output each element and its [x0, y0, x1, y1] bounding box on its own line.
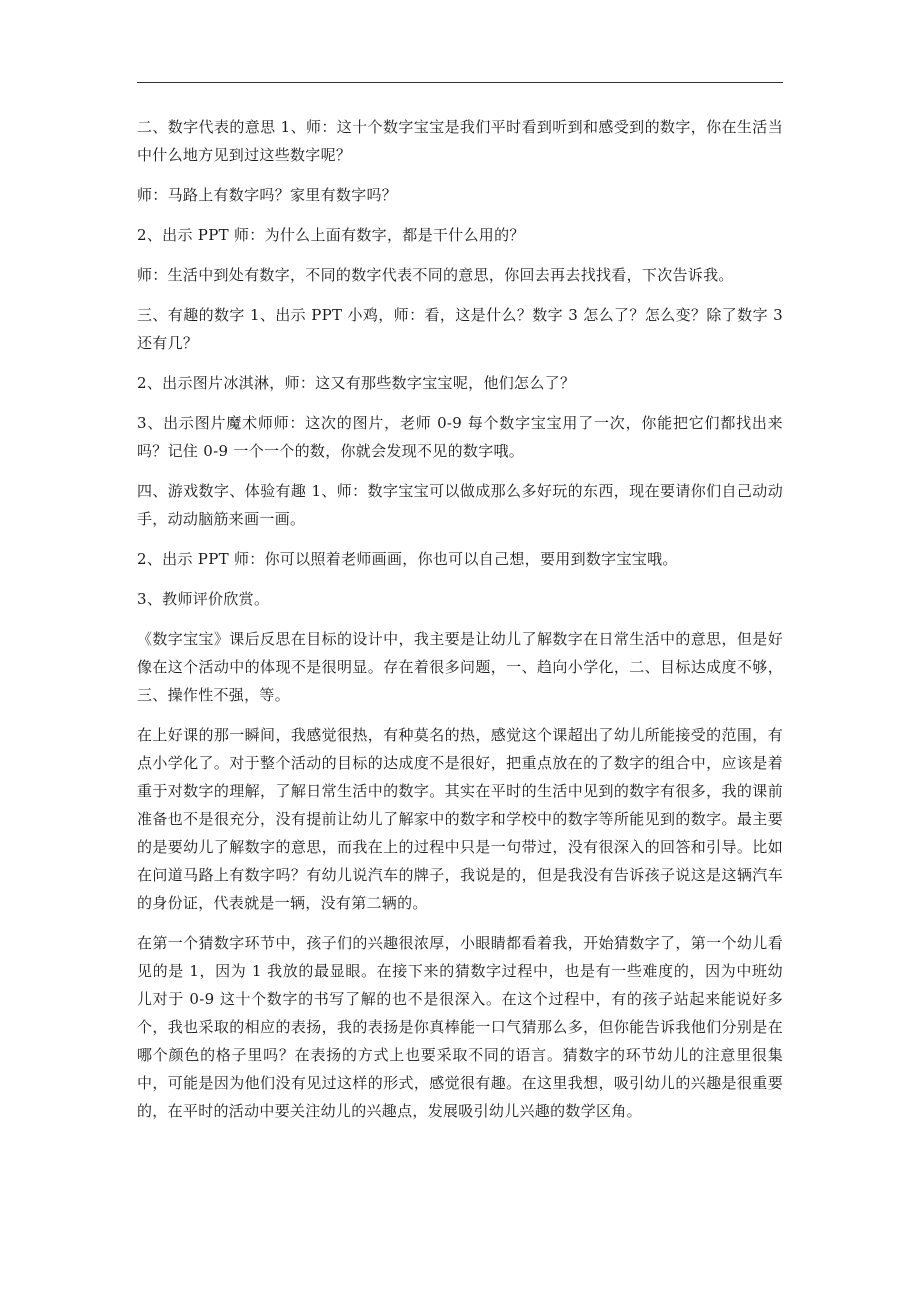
paragraph: 在第一个猜数字环节中，孩子们的兴趣很浓厚，小眼睛都看着我，开始猜数字了，第一个幼儿看见的是 1，因为 1 我放的最显眼。在接下来的猜数字过程中，也是有一些难度的，因为中班幼儿对于 0-9 这十个数字的书写了解的也不是很深入。在这个过程中，有的孩子站起来能说好多个，我也采取的相应的表扬，我的表扬是你真棒能一口气猜那么多，但你能告诉我他们分别是在哪个颜色的格子里吗？在表扬的方式上也要采取不同的语言。猜数字的环节幼儿的注意里很集中，可能是因为他们没有见过这样的形式，感觉很有趣。在这里我想，吸引幼儿的兴趣是很重要的，在平时的活动中要关注幼儿的兴趣点，发展吸引幼儿兴趣的数学区角。	[137, 934, 783, 1120]
paragraph: 2、出示 PPT 师：为什么上面有数字，都是干什么用的？	[137, 226, 525, 244]
paragraph: 二、数字代表的意思 1、师：这十个数字宝宝是我们平时看到听到和感受到的数字，你在生活当中什么地方见到过这些数字呢？	[137, 118, 783, 164]
paragraph: 3、教师评价欣赏。	[137, 590, 270, 608]
paragraph: 三、有趣的数字 1、出示 PPT 小鸡，师：看，这是什么？数字 3 怎么了？怎么变？除了数字 3 还有几？	[137, 306, 783, 352]
paragraph: 师：马路上有数字吗？家里有数字吗？	[137, 186, 398, 204]
paragraph: 2、出示图片冰淇淋，师：这又有那些数字宝宝呢，他们怎么了？	[137, 374, 576, 392]
paragraph: 师：生活中到处有数字，不同的数字代表不同的意思，你回去再去找找看，下次告诉我。	[137, 266, 734, 284]
paragraph: 在上好课的那一瞬间，我感觉很热，有种莫名的热，感觉这个课超出了幼儿所能接受的范围，有点小学化了。对于整个活动的目标的达成度不是很好，把重点放在的了数字的组合中，应该是着重于对数字的理解，了解日常生活中的数字。其实在平时的生活中见到的数字有很多，我的课前准备也不是很充分，没有提前让幼儿了解家中的数字和学校中的数字等所能见到的数字。最主要的是要幼儿了解数字的意思，而我在上的过程中只是一句带过，没有很深入的回答和引导。比如在问道马路上有数字吗？有幼儿说汽车的牌子，我说是的，但是我没有告诉孩子说这是这辆汽车的身份证，代表就是一辆，没有第二辆的。	[137, 726, 783, 912]
document-body	[137, 113, 783, 1137]
paragraph: 3、出示图片魔术师师：这次的图片，老师 0-9 每个数字宝宝用了一次，你能把它们都找出来吗？记住 0-9 一个一个的数，你就会发现不见的数字哦。	[137, 414, 783, 460]
paragraph: 2、出示 PPT 师：你可以照着老师画画，你也可以自己想，要用到数字宝宝哦。	[137, 550, 678, 568]
paragraph: 《数字宝宝》课后反思在目标的设计中，我主要是让幼儿了解数字在日常生活中的意思，但是好像在这个活动中的体现不是很明显。存在着很多问题，一、趋向小学化，二、目标达成度不够，三、操作性不强，等。	[137, 630, 783, 704]
paragraph: 四、游戏数字、体验有趣 1、师：数字宝宝可以做成那么多好玩的东西，现在要请你们自己动动手，动动脑筋来画一画。	[137, 482, 783, 528]
header-rule	[137, 82, 783, 83]
